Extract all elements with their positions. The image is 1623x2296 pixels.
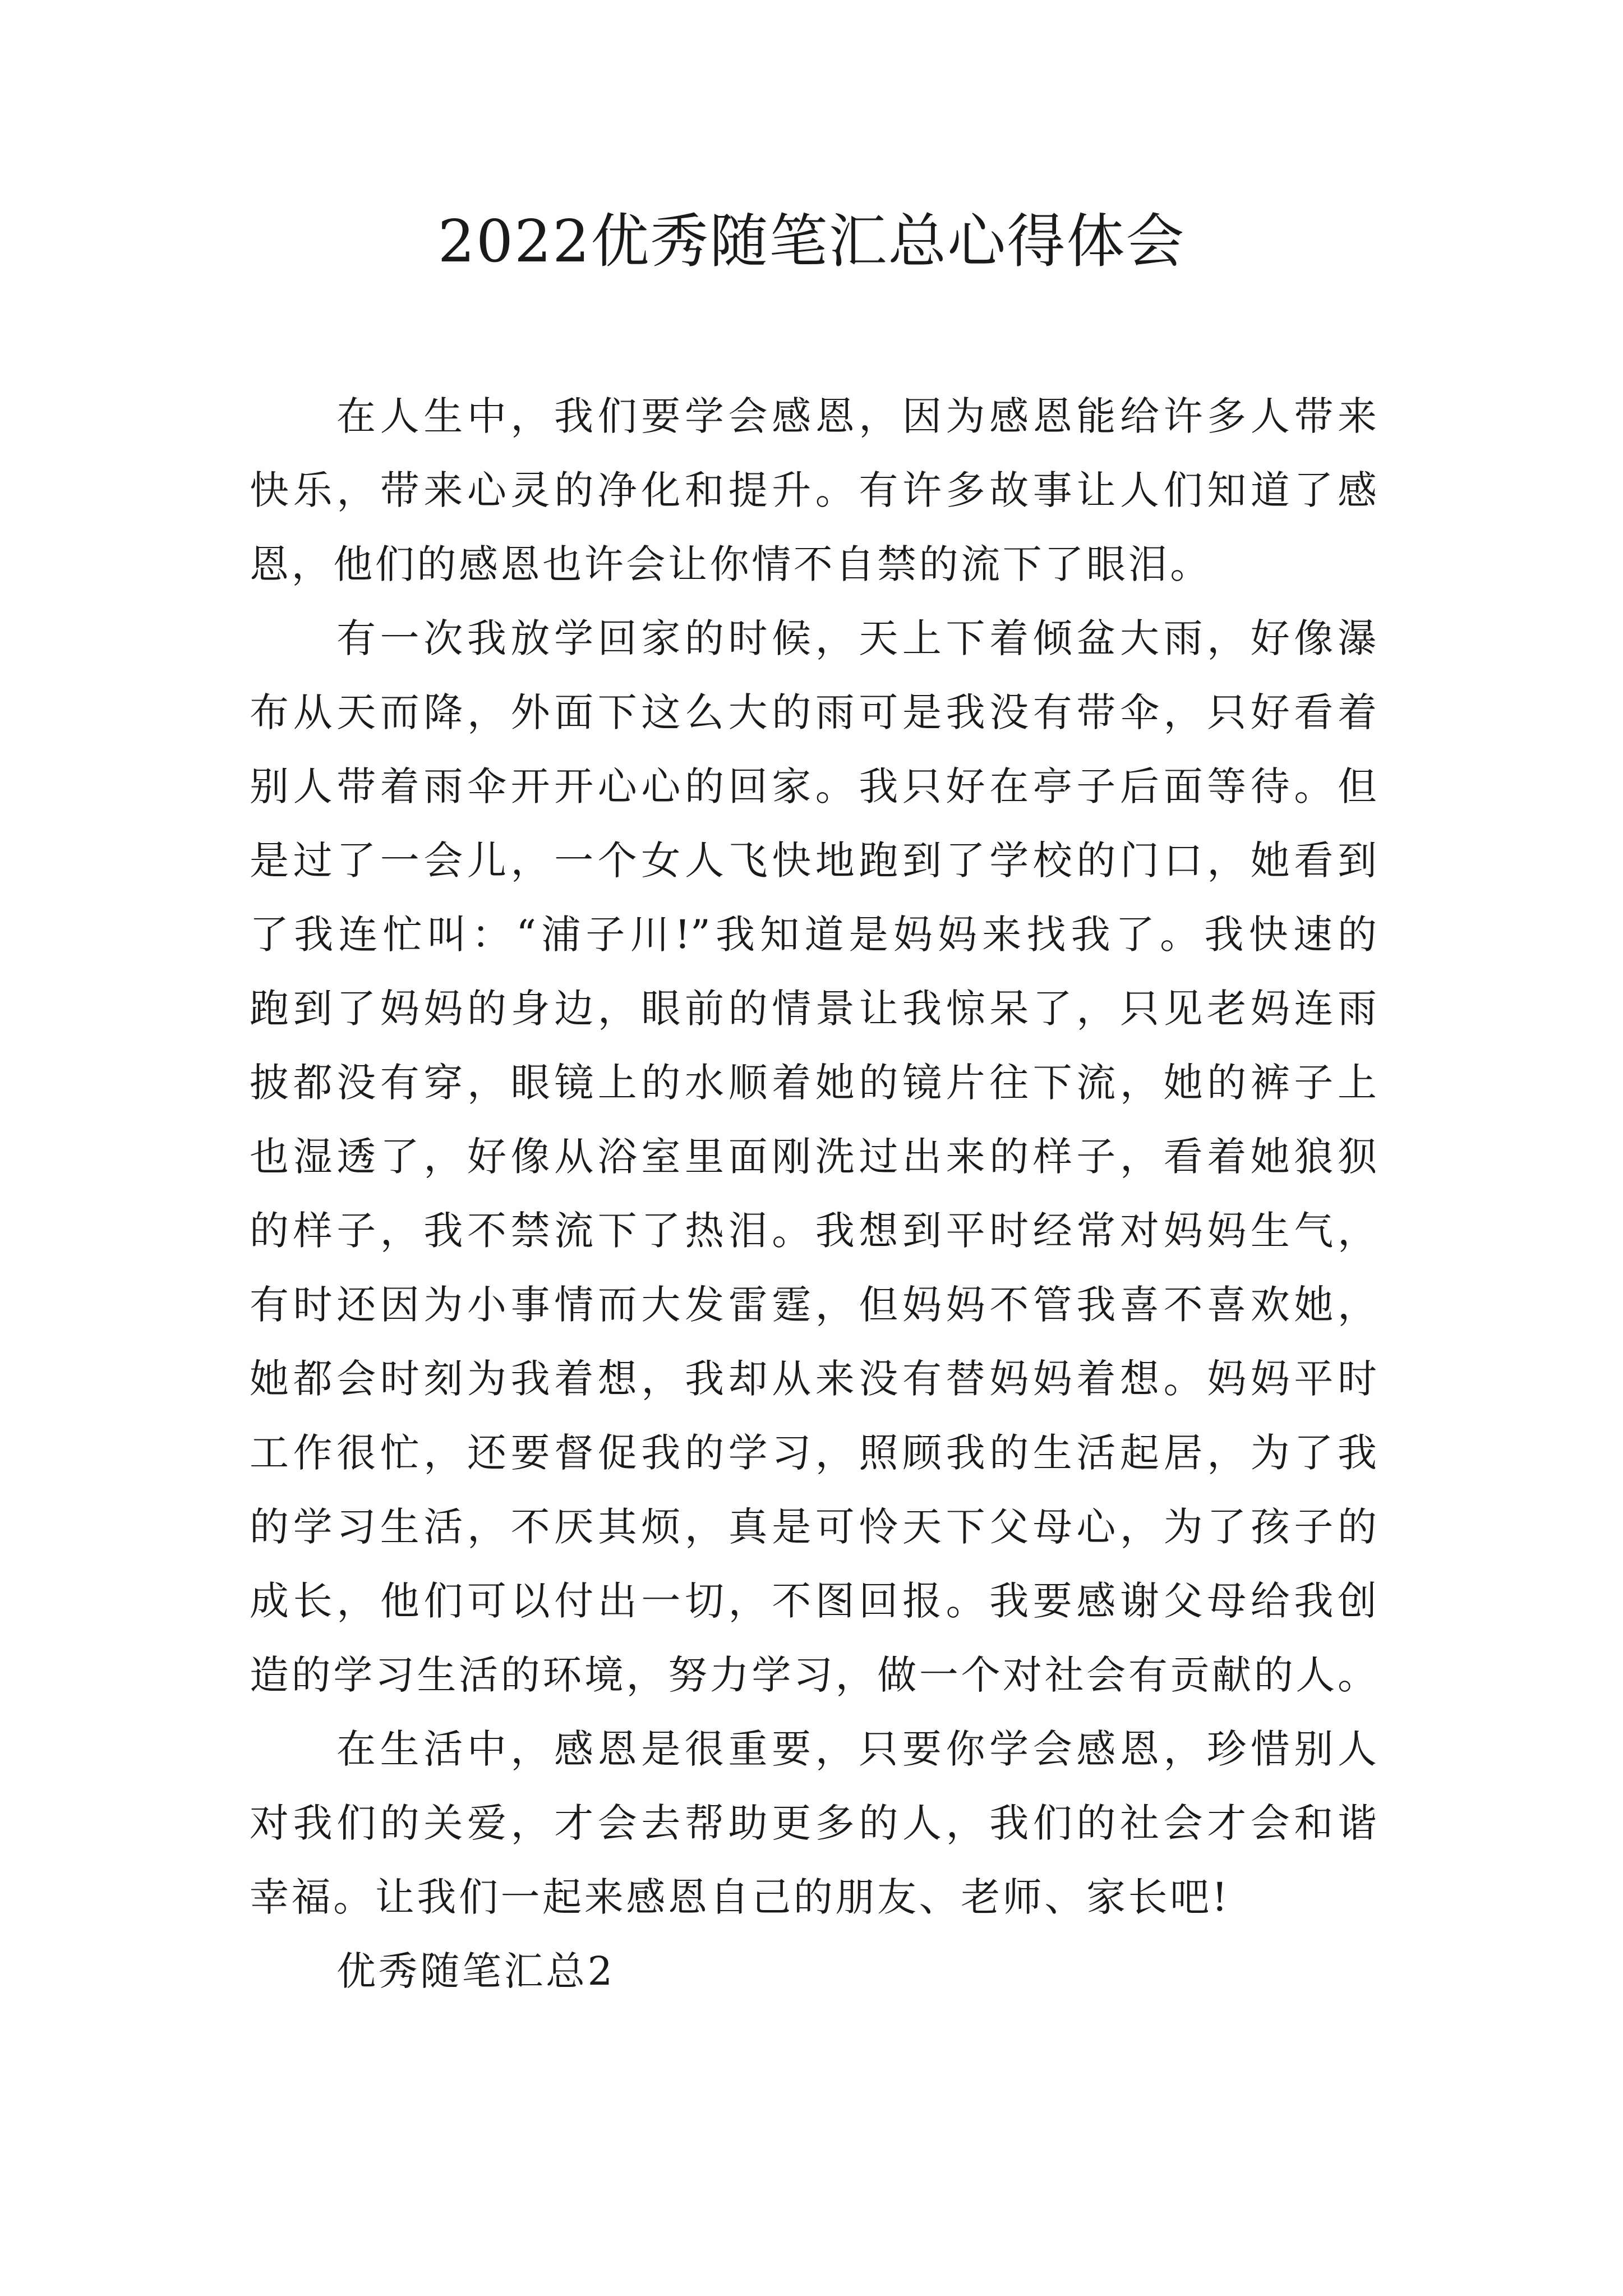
text-line: 幸福。让我们一起来感恩自己的朋友、老师、家长吧! bbox=[250, 1874, 1230, 1920]
text-line: 在生活中，感恩是很重要，只要你学会感恩，珍惜别人 bbox=[336, 1726, 1377, 1772]
text-line: 在人生中，我们要学会感恩，因为感恩能给许多人带来 bbox=[336, 393, 1377, 439]
text-line: 了我连忙叫：“浦子川!”我知道是妈妈来找我了。我快速的 bbox=[250, 912, 1377, 958]
text-line: 造的学习生活的环境，努力学习，做一个对社会有贡献的人。 bbox=[250, 1652, 1377, 1698]
section-heading: 优秀随笔汇总2 bbox=[336, 1948, 615, 1994]
text-line: 披都没有穿，眼镜上的水顺着她的镜片往下流，她的裤子上 bbox=[250, 1060, 1377, 1106]
document-body bbox=[250, 379, 1377, 2008]
text-line: 她都会时刻为我着想，我却从来没有替妈妈着想。妈妈平时 bbox=[250, 1356, 1377, 1402]
paragraph bbox=[250, 379, 1377, 601]
text-line: 成长，他们可以付出一切，不图回报。我要感谢父母给我创 bbox=[250, 1578, 1377, 1624]
text-line: 有时还因为小事情而大发雷霆，但妈妈不管我喜不喜欢她， bbox=[250, 1282, 1377, 1328]
document-title: 2022优秀随笔汇总心得体会 bbox=[437, 207, 1186, 275]
text-line: 别人带着雨伞开开心心的回家。我只好在亭子后面等待。但 bbox=[250, 763, 1377, 809]
text-line: 跑到了妈妈的身边，眼前的情景让我惊呆了，只见老妈连雨 bbox=[250, 986, 1377, 1032]
text-line: 也湿透了，好像从浴室里面刚洗过出来的样子，看着她狼狈 bbox=[250, 1134, 1377, 1180]
paragraph bbox=[250, 1934, 1377, 2008]
text-line: 快乐，带来心灵的净化和提升。有许多故事让人们知道了感 bbox=[250, 467, 1377, 513]
text-line: 工作很忙，还要督促我的学习，照顾我的生活起居，为了我 bbox=[250, 1430, 1377, 1476]
text-line: 是过了一会儿，一个女人飞快地跑到了学校的门口，她看到 bbox=[250, 838, 1377, 884]
text-line: 的样子，我不禁流下了热泪。我想到平时经常对妈妈生气， bbox=[250, 1208, 1377, 1254]
text-line: 有一次我放学回家的时候，天上下着倾盆大雨，好像瀑 bbox=[336, 615, 1377, 661]
paragraph bbox=[250, 1712, 1377, 1934]
text-line: 对我们的关爱，才会去帮助更多的人，我们的社会才会和谐 bbox=[250, 1800, 1377, 1846]
text-line: 的学习生活，不厌其烦，真是可怜天下父母心，为了孩子的 bbox=[250, 1504, 1377, 1550]
paragraph bbox=[250, 601, 1377, 1712]
text-line: 布从天而降，外面下这么大的雨可是我没有带伞，只好看着 bbox=[250, 689, 1377, 735]
text-line: 恩，他们的感恩也许会让你情不自禁的流下了眼泪。 bbox=[250, 541, 1212, 587]
